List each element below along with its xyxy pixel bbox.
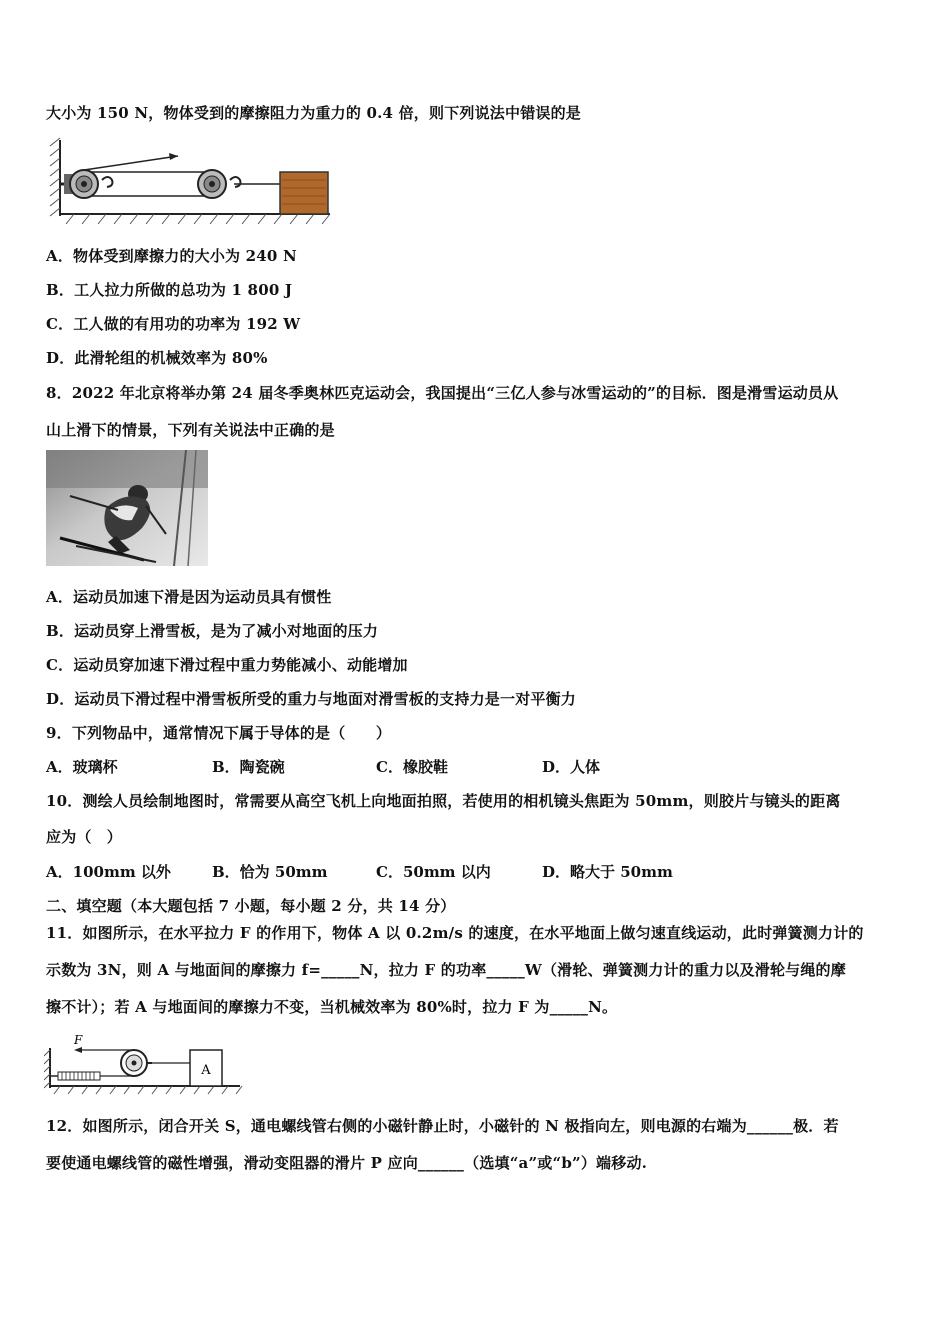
q8-option-c: C．运动员穿加速下滑过程中重力势能减小、动能增加 (46, 656, 408, 674)
q11-line3: 擦不计）；若 A 与地面间的摩擦力不变，当机械效率为 80%时，拉力 F 为_____N。 (46, 998, 618, 1016)
skier-photo (46, 450, 208, 566)
q8-option-a: A．运动员加速下滑是因为运动员具有惯性 (46, 588, 332, 606)
q7-option-d: D．此滑轮组的机械效率为 80% (46, 349, 268, 367)
q7-option-a: A．物体受到摩擦力的大小为 240 N (46, 247, 297, 265)
q11-line2: 示数为 3N，则 A 与地面间的摩擦力 f=_____N，拉力 F 的功率_____W（滑轮、弹簧测力计的重力以及滑轮与绳的摩 (46, 961, 846, 979)
q12-line1: 12．如图所示，闭合开关 S，通电螺线管右侧的小磁针静止时，小磁针的 N 极指向左，则电源的右端为______极．若 (46, 1117, 839, 1135)
q9-option-c: C．橡胶鞋 (376, 758, 448, 776)
q11-fig-label-a: A (201, 1063, 211, 1078)
q10-option-a: A．100mm 以外 (46, 863, 171, 881)
q12-line2: 要使通电螺线管的磁性增强，滑动变阻器的滑片 P 应向______（选填“a”或“b”）端移动. (46, 1154, 648, 1172)
q7-stem-tail: 大小为 150 N，物体受到的摩擦阻力为重力的 0.4 倍，则下列说法中错误的是 (46, 104, 582, 122)
q8-stem-line1: 8．2022 年北京将举办第 24 届冬季奥林匹克运动会，我国提出“三亿人参与冰雪运动的”的目标．图是滑雪运动员从 (46, 384, 839, 402)
q7-option-b: B．工人拉力所做的总功为 1 800 J (46, 281, 293, 299)
q11-line1: 11．如图所示，在水平拉力 F 的作用下，物体 A 以 0.2m/s 的速度，在水平地面上做匀速直线运动，此时弹簧测力计的 (46, 924, 864, 942)
q10-option-c: C．50mm 以内 (376, 863, 491, 881)
q10-option-d: D．略大于 50mm (542, 863, 673, 881)
q11-figure (44, 1030, 244, 1096)
q8-option-d: D．运动员下滑过程中滑雪板所受的重力与地面对滑雪板的支持力是一对平衡力 (46, 690, 577, 708)
q11-fig-label-f: F (74, 1033, 83, 1047)
q7-pulley-figure (46, 136, 336, 226)
q8-stem-line2: 山上滑下的情景，下列有关说法中正确的是 (46, 421, 335, 439)
section-heading: 二、填空题（本大题包括 7 小题，每小题 2 分，共 14 分） (46, 897, 456, 915)
q9-option-d: D．人体 (542, 758, 601, 776)
q10-stem-line1: 10．测绘人员绘制地图时，常需要从高空飞机上向地面拍照，若使用的相机镜头焦距为 50mm，则胶片与镜头的距离 (46, 792, 841, 810)
q10-option-b: B．恰为 50mm (212, 863, 328, 881)
q10-stem-line2: 应为（ ） (46, 828, 123, 846)
q8-option-b: B．运动员穿上滑雪板，是为了减小对地面的压力 (46, 622, 379, 640)
q9-stem: 9．下列物品中，通常情况下属于导体的是（ ） (46, 724, 392, 742)
q7-option-c: C．工人做的有用功的功率为 192 W (46, 315, 301, 333)
q9-option-a: A．玻璃杯 (46, 758, 118, 776)
q9-option-b: B．陶瓷碗 (212, 758, 285, 776)
